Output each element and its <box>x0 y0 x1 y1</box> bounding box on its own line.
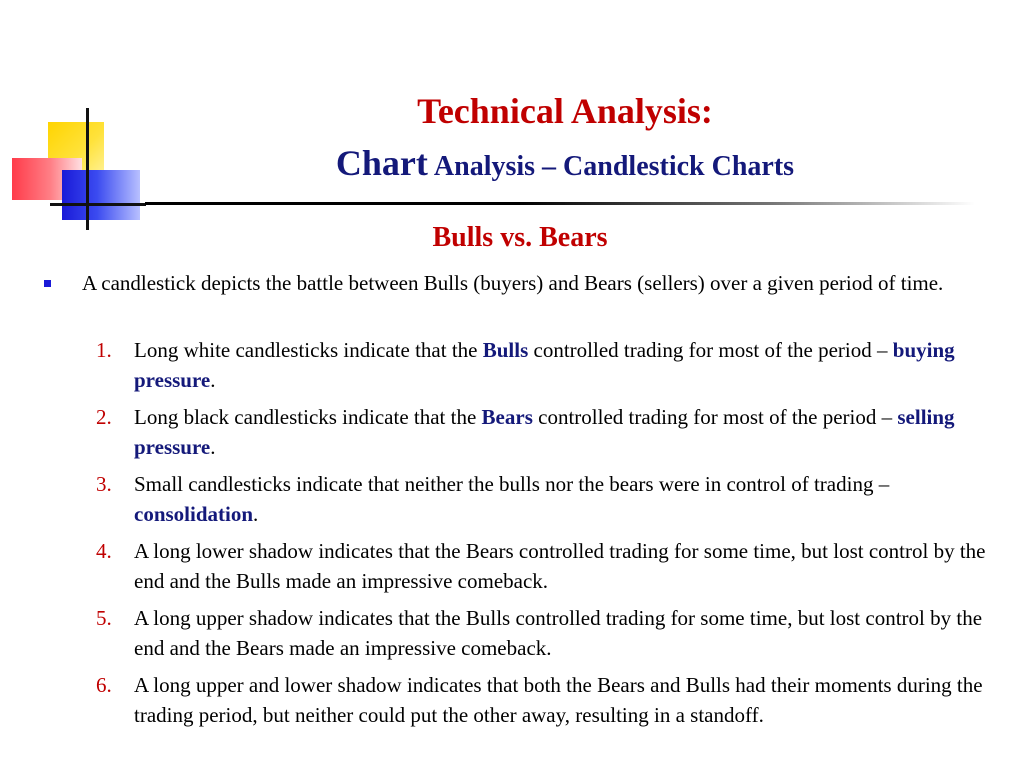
list-highlight: consolidation <box>134 502 254 526</box>
list-item <box>96 469 996 529</box>
list-text: . <box>210 368 216 392</box>
list-text: Long black candlesticks indicate that the <box>134 405 482 429</box>
list-number: 5. <box>96 606 112 630</box>
title-divider <box>145 202 975 205</box>
page-title-line2 <box>200 142 930 184</box>
page-title: Technical Analysis: <box>417 91 713 131</box>
intro-text: A candlestick depicts the battle between Bulls (buyers) and Bears (sellers) over a given period of time. <box>82 271 944 295</box>
list-number: 4. <box>96 539 112 563</box>
list-item <box>96 402 996 462</box>
list-item <box>96 603 996 663</box>
logo-blue-square <box>62 170 140 220</box>
numbered-list <box>96 335 996 737</box>
list-text: A long lower shadow indicates that the Bears controlled trading for some time, but lost control by the end and the Bulls made an impressive comeback. <box>134 539 986 593</box>
title-chart-word: Chart <box>335 143 428 183</box>
list-text: Small candlesticks indicate that neither the bulls nor the bears were in control of trading – <box>134 472 890 496</box>
list-highlight: Bulls <box>482 338 529 362</box>
list-text: Long white candlesticks indicate that the <box>134 338 483 362</box>
list-text: . <box>210 435 216 459</box>
list-item <box>96 670 996 730</box>
list-number: 2. <box>96 405 112 429</box>
decorative-logo <box>0 100 150 235</box>
title-rest: Analysis – Candlestick Charts <box>433 151 795 182</box>
square-bullet-icon <box>44 280 51 287</box>
logo-vertical-line <box>86 108 89 230</box>
list-number: 3. <box>96 472 112 496</box>
list-text: A long upper and lower shadow indicates that both the Bears and Bulls had their moments during the trading period, but neither could put the other away, resulting in a standoff. <box>134 673 983 727</box>
list-number: 1. <box>96 338 112 362</box>
section-subtitle: Bulls vs. Bears <box>432 222 608 253</box>
list-number: 6. <box>96 673 112 697</box>
list-text: . <box>253 502 259 526</box>
logo-horizontal-line <box>50 203 146 206</box>
list-highlight: buying pressure <box>134 338 955 392</box>
list-text: A long upper shadow indicates that the Bulls controlled trading for some time, but lost control by the end and the Bears made an impressive comeback. <box>134 606 983 660</box>
list-text: controlled trading for most of the period – <box>532 405 898 429</box>
list-item <box>96 335 996 395</box>
list-highlight: selling pressure <box>134 405 955 459</box>
list-item <box>96 536 996 596</box>
list-text: controlled trading for most of the period – <box>528 338 893 362</box>
list-highlight: Bears <box>481 405 533 429</box>
